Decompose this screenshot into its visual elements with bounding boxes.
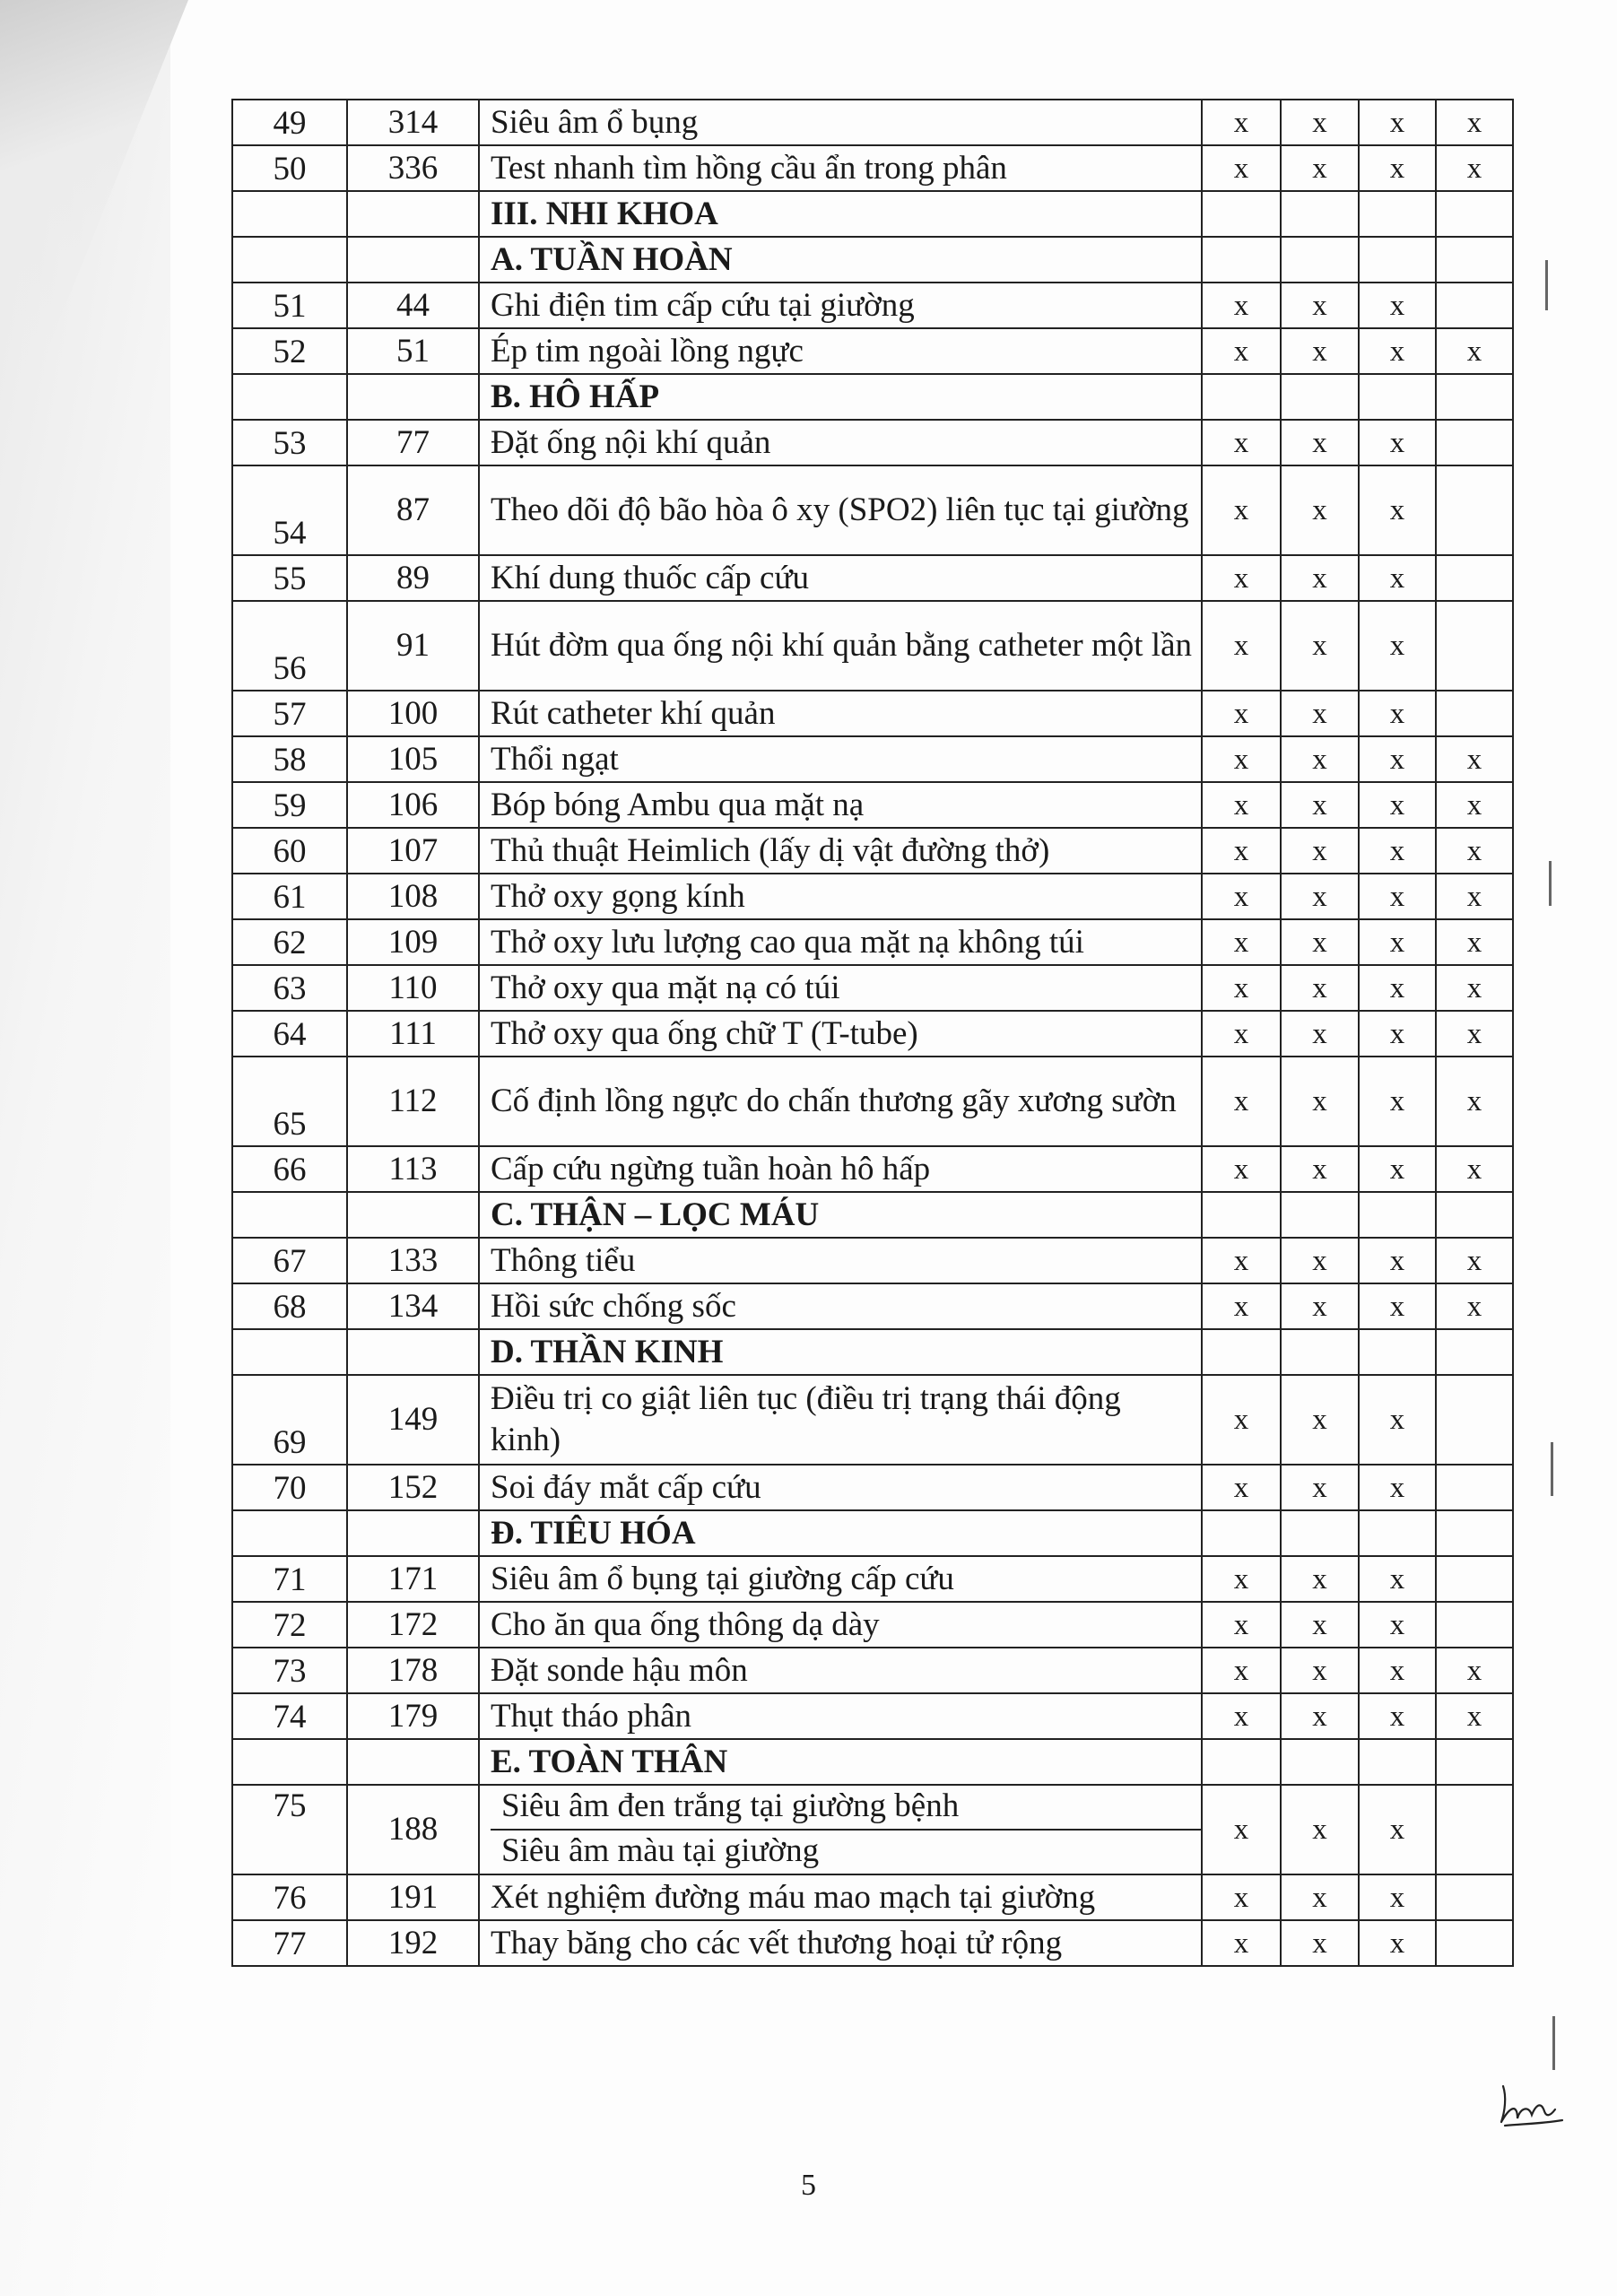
procedure-name: Ép tim ngoài lồng ngực (479, 328, 1202, 374)
level-mark-cell: x (1281, 919, 1359, 965)
section-title: A. TUẦN HOÀN (479, 237, 1202, 283)
level-mark-cell: x (1436, 328, 1513, 374)
level-mark-cell: x (1359, 874, 1436, 919)
level-mark-cell: x (1202, 1057, 1281, 1146)
stt-cell: 57 (232, 691, 347, 736)
code-cell (347, 191, 479, 237)
level-mark-cell: x (1202, 736, 1281, 782)
table-row (232, 283, 1513, 328)
initials-signature (1496, 2079, 1568, 2133)
level-mark-cell: x (1202, 782, 1281, 828)
level-mark-cell: x (1202, 420, 1281, 465)
code-cell: 134 (347, 1283, 479, 1329)
level-mark-cell (1436, 1510, 1513, 1556)
stt-cell: 68 (232, 1283, 347, 1329)
code-cell: 113 (347, 1146, 479, 1192)
procedure-table (231, 99, 1514, 1967)
level-mark-cell: x (1359, 1602, 1436, 1648)
table-row (232, 1602, 1513, 1648)
level-mark-cell: x (1436, 965, 1513, 1011)
table-row (232, 736, 1513, 782)
code-cell (347, 237, 479, 283)
code-cell: 111 (347, 1011, 479, 1057)
level-mark-cell: x (1359, 919, 1436, 965)
stt-cell: 66 (232, 1146, 347, 1192)
code-cell: 105 (347, 736, 479, 782)
level-mark-cell: x (1281, 1785, 1359, 1874)
procedure-name-group (479, 1785, 1202, 1874)
level-mark-cell: x (1202, 1785, 1281, 1874)
stt-cell: 62 (232, 919, 347, 965)
code-cell (347, 1192, 479, 1238)
level-mark-cell: x (1281, 828, 1359, 874)
level-mark-cell: x (1359, 1920, 1436, 1966)
level-mark-cell (1436, 420, 1513, 465)
level-mark-cell: x (1359, 1057, 1436, 1146)
stt-cell: 64 (232, 1011, 347, 1057)
level-mark-cell: x (1436, 919, 1513, 965)
code-cell: 191 (347, 1874, 479, 1920)
procedure-name: Ghi điện tim cấp cứu tại giường (479, 283, 1202, 328)
level-mark-cell: x (1436, 828, 1513, 874)
code-cell: 106 (347, 782, 479, 828)
code-cell (347, 374, 479, 420)
level-mark-cell: x (1202, 1693, 1281, 1739)
stt-cell: 54 (232, 465, 347, 555)
margin-mark (1551, 1442, 1553, 1496)
level-mark-cell: x (1281, 1920, 1359, 1966)
section-title: C. THẬN – LỌC MÁU (479, 1192, 1202, 1238)
level-mark-cell (1436, 1785, 1513, 1874)
level-mark-cell: x (1281, 1556, 1359, 1602)
level-mark-cell: x (1202, 1648, 1281, 1693)
section-row (232, 1739, 1513, 1785)
level-mark-cell (1436, 191, 1513, 237)
stt-cell (232, 1329, 347, 1375)
stt-cell: 63 (232, 965, 347, 1011)
code-cell: 77 (347, 420, 479, 465)
level-mark-cell: x (1436, 1283, 1513, 1329)
level-mark-cell: x (1359, 1648, 1436, 1693)
level-mark-cell: x (1359, 555, 1436, 601)
level-mark-cell (1281, 1739, 1359, 1785)
table-row (232, 782, 1513, 828)
level-mark-cell: x (1202, 555, 1281, 601)
stt-cell (232, 1510, 347, 1556)
level-mark-cell: x (1359, 691, 1436, 736)
level-mark-cell: x (1436, 1648, 1513, 1693)
stt-cell (232, 1739, 347, 1785)
level-mark-cell (1281, 1329, 1359, 1375)
table-row (232, 1874, 1513, 1920)
margin-mark (1552, 2016, 1555, 2070)
procedure-name: Khí dung thuốc cấp cứu (479, 555, 1202, 601)
margin-mark (1549, 861, 1552, 906)
level-mark-cell (1436, 1602, 1513, 1648)
procedure-name: Siêu âm ổ bụng tại giường cấp cứu (479, 1556, 1202, 1602)
level-mark-cell: x (1359, 100, 1436, 145)
stt-cell: 58 (232, 736, 347, 782)
level-mark-cell: x (1359, 145, 1436, 191)
table-row (232, 1146, 1513, 1192)
level-mark-cell: x (1359, 1146, 1436, 1192)
code-cell: 171 (347, 1556, 479, 1602)
procedure-name: Thủ thuật Heimlich (lấy dị vật đường thở) (479, 828, 1202, 874)
level-mark-cell: x (1359, 1785, 1436, 1874)
level-mark-cell (1202, 191, 1281, 237)
level-mark-cell: x (1281, 782, 1359, 828)
stt-cell: 76 (232, 1874, 347, 1920)
level-mark-cell: x (1202, 1556, 1281, 1602)
level-mark-cell (1436, 283, 1513, 328)
level-mark-cell: x (1281, 1238, 1359, 1283)
section-title: Đ. TIÊU HÓA (479, 1510, 1202, 1556)
table-row (232, 100, 1513, 145)
level-mark-cell: x (1202, 145, 1281, 191)
table-row (232, 919, 1513, 965)
code-cell: 100 (347, 691, 479, 736)
level-mark-cell: x (1281, 283, 1359, 328)
stt-cell: 60 (232, 828, 347, 874)
procedure-name: Thở oxy qua mặt nạ có túi (479, 965, 1202, 1011)
procedure-name: Thông tiểu (479, 1238, 1202, 1283)
level-mark-cell: x (1436, 782, 1513, 828)
section-row (232, 1192, 1513, 1238)
stt-cell: 55 (232, 555, 347, 601)
level-mark-cell: x (1436, 1693, 1513, 1739)
margin-mark (1545, 260, 1548, 310)
table-row (232, 601, 1513, 691)
level-mark-cell: x (1202, 1238, 1281, 1283)
table-row (232, 465, 1513, 555)
table-row (232, 145, 1513, 191)
level-mark-cell: x (1436, 100, 1513, 145)
level-mark-cell (1202, 237, 1281, 283)
level-mark-cell: x (1281, 145, 1359, 191)
section-row (232, 237, 1513, 283)
level-mark-cell (1359, 1192, 1436, 1238)
stt-cell: 67 (232, 1238, 347, 1283)
procedure-name: Test nhanh tìm hồng cầu ẩn trong phân (479, 145, 1202, 191)
stt-cell: 72 (232, 1602, 347, 1648)
code-cell: 107 (347, 828, 479, 874)
level-mark-cell: x (1202, 328, 1281, 374)
level-mark-cell: x (1281, 420, 1359, 465)
code-cell (347, 1329, 479, 1375)
code-cell: 89 (347, 555, 479, 601)
procedure-name: Thổi ngạt (479, 736, 1202, 782)
stt-cell: 74 (232, 1693, 347, 1739)
level-mark-cell (1436, 237, 1513, 283)
level-mark-cell: x (1281, 874, 1359, 919)
level-mark-cell (1281, 1510, 1359, 1556)
code-cell: 149 (347, 1375, 479, 1465)
level-mark-cell: x (1202, 1375, 1281, 1465)
level-mark-cell (1202, 1329, 1281, 1375)
level-mark-cell: x (1436, 736, 1513, 782)
level-mark-cell: x (1281, 1375, 1359, 1465)
table-row (232, 1375, 1513, 1465)
level-mark-cell: x (1281, 1283, 1359, 1329)
level-mark-cell (1281, 237, 1359, 283)
level-mark-cell: x (1359, 1375, 1436, 1465)
table-row (232, 874, 1513, 919)
level-mark-cell (1202, 1510, 1281, 1556)
table-row (232, 328, 1513, 374)
level-mark-cell (1359, 191, 1436, 237)
level-mark-cell: x (1202, 828, 1281, 874)
level-mark-cell: x (1281, 555, 1359, 601)
level-mark-cell (1436, 601, 1513, 691)
procedure-name: Cố định lồng ngực do chấn thương gãy xương sườn (479, 1057, 1202, 1146)
procedure-name: Xét nghiệm đường máu mao mạch tại giường (479, 1874, 1202, 1920)
code-cell: 108 (347, 874, 479, 919)
stt-cell: 65 (232, 1057, 347, 1146)
stt-cell: 59 (232, 782, 347, 828)
stt-cell: 61 (232, 874, 347, 919)
code-cell: 179 (347, 1693, 479, 1739)
stt-cell: 77 (232, 1920, 347, 1966)
section-title: III. NHI KHOA (479, 191, 1202, 237)
procedure-name: Cấp cứu ngừng tuần hoàn hô hấp (479, 1146, 1202, 1192)
code-cell: 192 (347, 1920, 479, 1966)
level-mark-cell: x (1436, 1238, 1513, 1283)
code-cell (347, 1510, 479, 1556)
level-mark-cell (1436, 1556, 1513, 1602)
stt-cell: 50 (232, 145, 347, 191)
level-mark-cell (1281, 191, 1359, 237)
stt-cell: 53 (232, 420, 347, 465)
level-mark-cell: x (1202, 283, 1281, 328)
procedure-name: Đặt ống nội khí quản (479, 420, 1202, 465)
code-cell: 51 (347, 328, 479, 374)
level-mark-cell: x (1359, 1556, 1436, 1602)
table-row (232, 1238, 1513, 1283)
level-mark-cell (1436, 1874, 1513, 1920)
stt-cell (232, 191, 347, 237)
procedure-name: Thở oxy lưu lượng cao qua mặt nạ không túi (479, 919, 1202, 965)
procedure-table-body (232, 100, 1513, 1966)
procedure-name: Cho ăn qua ống thông dạ dày (479, 1602, 1202, 1648)
level-mark-cell (1436, 1192, 1513, 1238)
section-row (232, 1510, 1513, 1556)
level-mark-cell: x (1281, 691, 1359, 736)
code-cell (347, 1739, 479, 1785)
table-row (232, 1556, 1513, 1602)
level-mark-cell: x (1359, 465, 1436, 555)
stt-cell: 49 (232, 100, 347, 145)
stt-cell: 70 (232, 1465, 347, 1510)
table-row (232, 1283, 1513, 1329)
level-mark-cell: x (1281, 1146, 1359, 1192)
page-number: 5 (801, 2169, 816, 2202)
code-cell: 336 (347, 145, 479, 191)
procedure-name: Đặt sonde hậu môn (479, 1648, 1202, 1693)
table-row (232, 1920, 1513, 1966)
level-mark-cell (1359, 374, 1436, 420)
table-row (232, 420, 1513, 465)
level-mark-cell: x (1281, 1057, 1359, 1146)
level-mark-cell: x (1359, 283, 1436, 328)
procedure-name: Rút catheter khí quản (479, 691, 1202, 736)
level-mark-cell: x (1436, 145, 1513, 191)
procedure-name: Thay băng cho các vết thương hoại tử rộng (479, 1920, 1202, 1966)
level-mark-cell (1202, 374, 1281, 420)
level-mark-cell (1436, 691, 1513, 736)
level-mark-cell: x (1202, 1146, 1281, 1192)
level-mark-cell: x (1359, 601, 1436, 691)
table-row (232, 691, 1513, 736)
level-mark-cell: x (1281, 465, 1359, 555)
level-mark-cell: x (1281, 736, 1359, 782)
procedure-name: Thở oxy qua ống chữ T (T-tube) (479, 1011, 1202, 1057)
level-mark-cell (1281, 374, 1359, 420)
procedure-name: Siêu âm ổ bụng (479, 100, 1202, 145)
code-cell: 188 (347, 1785, 479, 1874)
procedure-name: Hút đờm qua ống nội khí quản bằng catheter một lần (479, 601, 1202, 691)
section-title: B. HÔ HẤP (479, 374, 1202, 420)
code-cell: 87 (347, 465, 479, 555)
code-cell: 314 (347, 100, 479, 145)
procedure-name: Siêu âm màu tại giường (491, 1829, 1201, 1874)
level-mark-cell: x (1359, 1283, 1436, 1329)
level-mark-cell: x (1281, 965, 1359, 1011)
level-mark-cell (1436, 1739, 1513, 1785)
table-row (232, 1011, 1513, 1057)
procedure-name: Thụt tháo phân (479, 1693, 1202, 1739)
table-row (232, 965, 1513, 1011)
level-mark-cell: x (1202, 1011, 1281, 1057)
stt-cell: 75 (232, 1785, 347, 1874)
stt-cell: 69 (232, 1375, 347, 1465)
table-row (232, 555, 1513, 601)
level-mark-cell: x (1359, 420, 1436, 465)
level-mark-cell (1436, 1375, 1513, 1465)
code-cell: 110 (347, 965, 479, 1011)
stt-cell: 73 (232, 1648, 347, 1693)
level-mark-cell: x (1359, 1238, 1436, 1283)
level-mark-cell: x (1359, 328, 1436, 374)
level-mark-cell: x (1202, 919, 1281, 965)
section-row (232, 191, 1513, 237)
level-mark-cell: x (1281, 1602, 1359, 1648)
level-mark-cell: x (1359, 828, 1436, 874)
level-mark-cell (1436, 1329, 1513, 1375)
level-mark-cell (1359, 1329, 1436, 1375)
level-mark-cell (1359, 237, 1436, 283)
level-mark-cell (1359, 1739, 1436, 1785)
level-mark-cell: x (1202, 965, 1281, 1011)
stt-cell: 56 (232, 601, 347, 691)
stt-cell (232, 237, 347, 283)
code-cell: 91 (347, 601, 479, 691)
level-mark-cell (1202, 1192, 1281, 1238)
section-title: E. TOÀN THÂN (479, 1739, 1202, 1785)
level-mark-cell: x (1359, 1465, 1436, 1510)
level-mark-cell (1436, 465, 1513, 555)
level-mark-cell: x (1202, 1283, 1281, 1329)
level-mark-cell: x (1436, 1057, 1513, 1146)
level-mark-cell (1281, 1192, 1359, 1238)
table-row (232, 1785, 1513, 1874)
level-mark-cell: x (1202, 1920, 1281, 1966)
level-mark-cell (1436, 555, 1513, 601)
level-mark-cell (1436, 1465, 1513, 1510)
code-cell: 44 (347, 283, 479, 328)
level-mark-cell: x (1202, 1874, 1281, 1920)
procedure-name: Điều trị co giật liên tục (điều trị trạng thái động kinh) (479, 1375, 1202, 1465)
table-row (232, 1648, 1513, 1693)
level-mark-cell: x (1359, 1874, 1436, 1920)
procedure-name: Bóp bóng Ambu qua mặt nạ (479, 782, 1202, 828)
table-row (232, 1057, 1513, 1146)
level-mark-cell: x (1202, 100, 1281, 145)
level-mark-cell: x (1281, 1465, 1359, 1510)
level-mark-cell: x (1359, 1011, 1436, 1057)
level-mark-cell: x (1436, 1011, 1513, 1057)
level-mark-cell (1436, 374, 1513, 420)
code-cell: 152 (347, 1465, 479, 1510)
level-mark-cell: x (1202, 874, 1281, 919)
procedure-name: Siêu âm đen trắng tại giường bệnh (501, 1787, 960, 1824)
level-mark-cell: x (1202, 465, 1281, 555)
level-mark-cell: x (1281, 328, 1359, 374)
code-cell: 112 (347, 1057, 479, 1146)
level-mark-cell: x (1202, 691, 1281, 736)
level-mark-cell: x (1281, 601, 1359, 691)
level-mark-cell: x (1202, 1602, 1281, 1648)
level-mark-cell (1359, 1510, 1436, 1556)
level-mark-cell: x (1281, 1648, 1359, 1693)
table-row (232, 828, 1513, 874)
procedure-name: Hồi sức chống sốc (479, 1283, 1202, 1329)
stt-cell: 52 (232, 328, 347, 374)
level-mark-cell: x (1281, 100, 1359, 145)
level-mark-cell: x (1359, 965, 1436, 1011)
level-mark-cell: x (1281, 1874, 1359, 1920)
code-cell: 178 (347, 1648, 479, 1693)
level-mark-cell: x (1281, 1693, 1359, 1739)
level-mark-cell (1436, 1920, 1513, 1966)
level-mark-cell: x (1436, 874, 1513, 919)
stt-cell (232, 374, 347, 420)
level-mark-cell: x (1359, 1693, 1436, 1739)
section-row (232, 1329, 1513, 1375)
code-cell: 109 (347, 919, 479, 965)
level-mark-cell: x (1359, 782, 1436, 828)
code-cell: 172 (347, 1602, 479, 1648)
code-cell: 133 (347, 1238, 479, 1283)
section-title: D. THẦN KINH (479, 1329, 1202, 1375)
procedure-name: Theo dõi độ bão hòa ô xy (SPO2) liên tục tại giường (479, 465, 1202, 555)
level-mark-cell: x (1281, 1011, 1359, 1057)
level-mark-cell (1202, 1739, 1281, 1785)
level-mark-cell: x (1359, 736, 1436, 782)
procedure-name: Thở oxy gọng kính (479, 874, 1202, 919)
stt-cell (232, 1192, 347, 1238)
stt-cell: 51 (232, 283, 347, 328)
level-mark-cell: x (1436, 1146, 1513, 1192)
level-mark-cell: x (1202, 1465, 1281, 1510)
procedure-name: Soi đáy mắt cấp cứu (479, 1465, 1202, 1510)
stt-cell: 71 (232, 1556, 347, 1602)
table-row (232, 1693, 1513, 1739)
level-mark-cell: x (1202, 601, 1281, 691)
section-row (232, 374, 1513, 420)
table-row (232, 1465, 1513, 1510)
